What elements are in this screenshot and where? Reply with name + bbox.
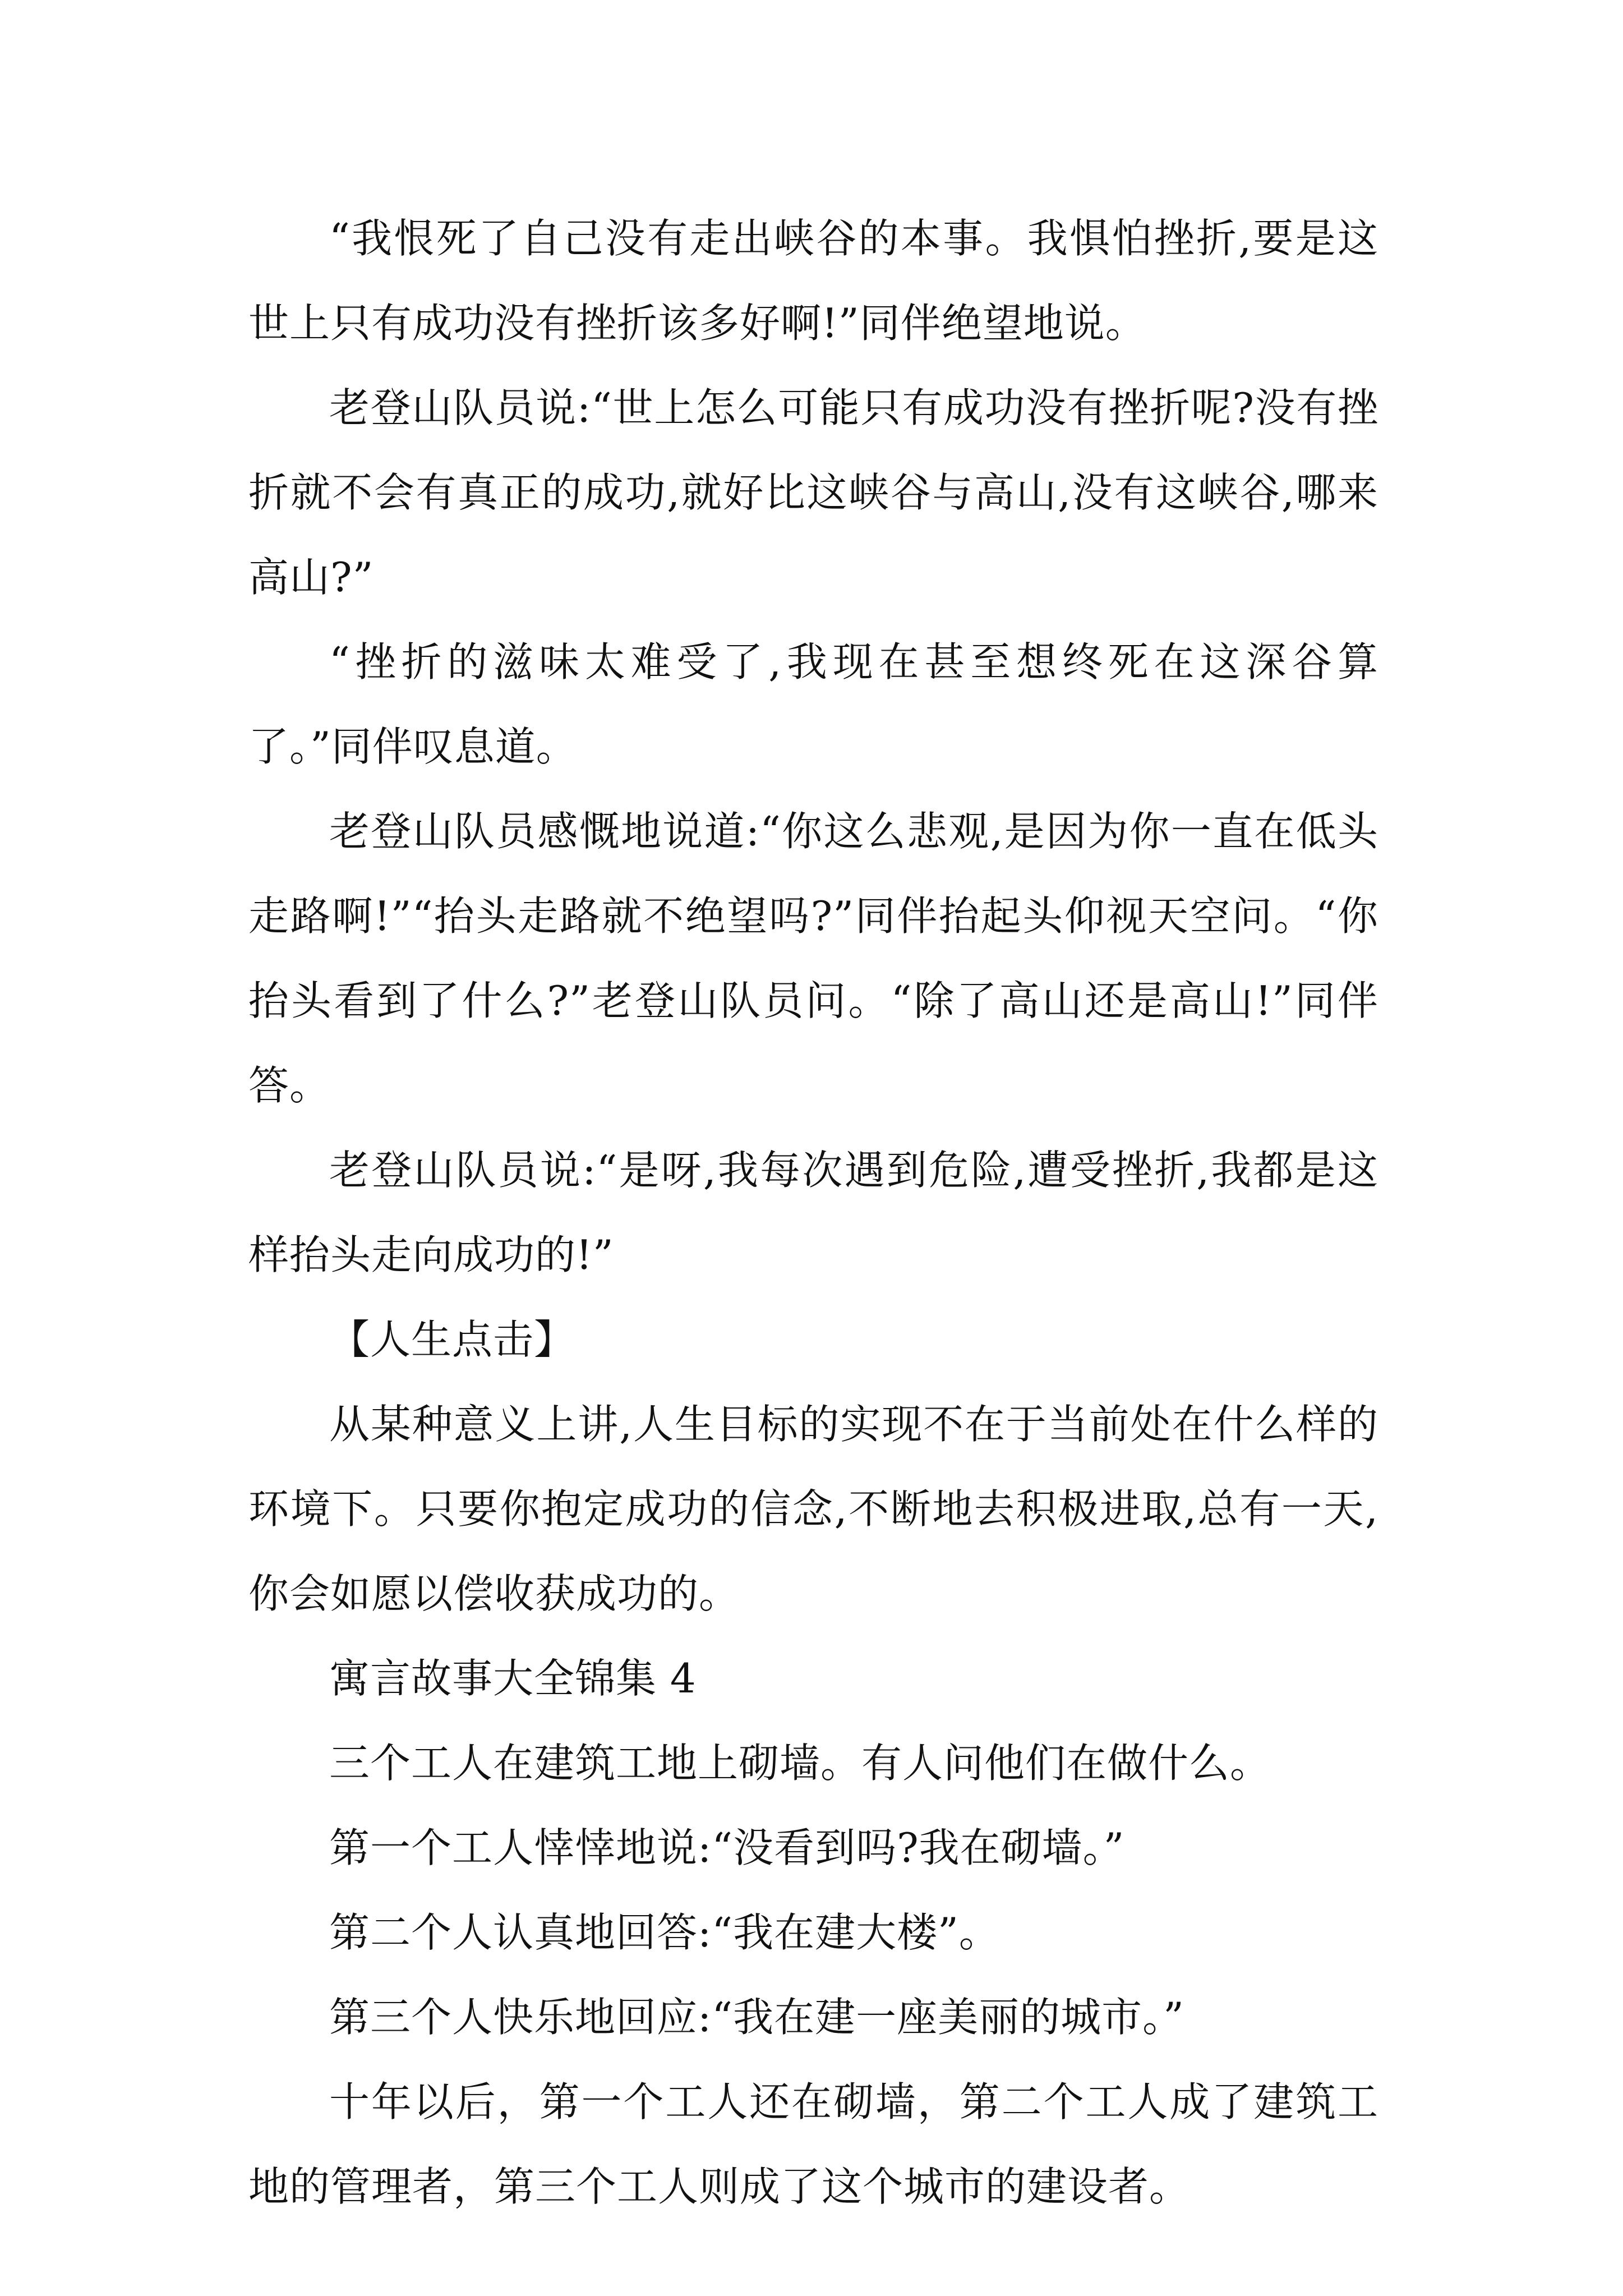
paragraph-third-worker: 第三个人快乐地回应:“我在建一座美丽的城市。”	[329, 1994, 1184, 2041]
paragraph-ten-years-later: 十年以后，第一个工人还在砌墙，第二个工人成了建筑工地的管理者，第三个工人则成了这个城市的建设者。	[248, 2078, 1378, 2210]
paragraph-canyon-mountain: 老登山队员说:“世上怎么可能只有成功没有挫折呢?没有挫折就不会有真正的成功,就好比这峡谷与高山,没有这峡谷,哪来高山?”	[248, 384, 1378, 601]
paragraph-success: 老登山队员说:“是呀,我每次遇到危险,遭受挫折,我都是这样抬头走向成功的!”	[248, 1147, 1378, 1278]
paragraph-look-up: 老登山队员感慨地说道:“你这么悲观,是因为你一直在低头走路啊!”“抬头走路就不绝望吗?”同伴抬起头仰视天空问。“你抬头看到了什么?”老登山队员问。“除了高山还是高山!”同伴答。	[248, 808, 1378, 1109]
story-title: 寓言故事大全锦集 4	[329, 1655, 697, 1702]
paragraph-sigh: “挫折的滋味太难受了,我现在甚至想终死在这深谷算了。”同伴叹息道。	[248, 638, 1378, 770]
paragraph-second-worker: 第二个人认真地回答:“我在建大楼”。	[329, 1909, 1000, 1956]
section-heading-life-click: 【人生点击】	[329, 1316, 575, 1363]
paragraph-first-worker: 第一个工人悻悻地说:“没看到吗?我在砌墙。”	[329, 1824, 1125, 1871]
paragraph-despair: “我恨死了自己没有走出峡谷的本事。我惧怕挫折,要是这世上只有成功没有挫折该多好啊!”同伴绝望地说。	[248, 215, 1378, 347]
document-body	[248, 196, 1378, 2229]
paragraph-life-lesson: 从某种意义上讲,人生目标的实现不在于当前处在什么样的环境下。只要你抱定成功的信念,不断地去积极进取,总有一天,你会如愿以偿收获成功的。	[248, 1401, 1378, 1617]
paragraph-three-workers: 三个工人在建筑工地上砌墙。有人问他们在做什么。	[329, 1740, 1271, 1787]
